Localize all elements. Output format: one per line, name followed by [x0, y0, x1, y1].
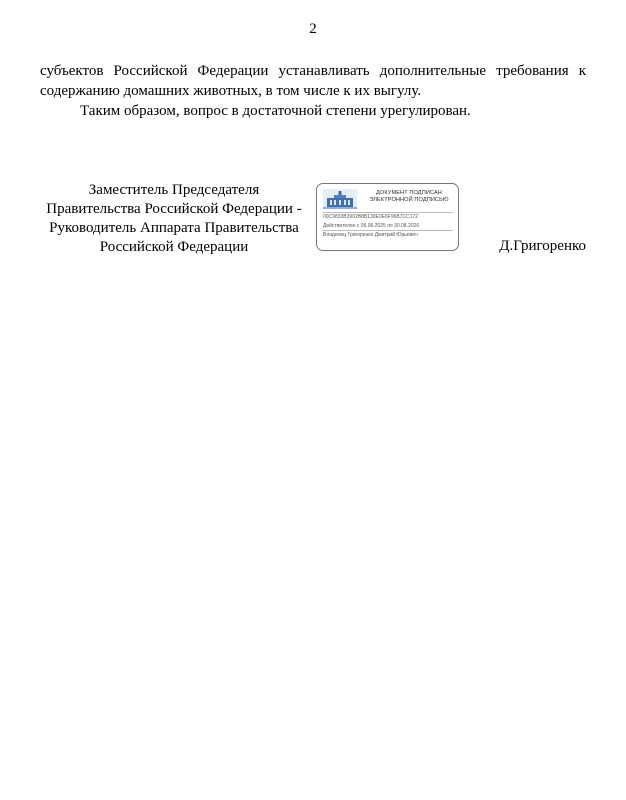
stamp-divider: [323, 212, 453, 213]
signer-position: [35, 181, 313, 257]
stamp-title: [363, 190, 455, 204]
stamp-owner: Владелец Григоренко Дмитрий Юрьевич: [323, 232, 418, 238]
body-text: [40, 61, 586, 121]
stamp-title-line: ДОКУМЕНТ ПОДПИСАН: [376, 190, 442, 196]
signer-position-line: Правительства Российской Федерации -: [46, 201, 302, 217]
stamp-divider: [323, 230, 453, 231]
signer-position-line: Заместитель Председателя: [88, 182, 260, 198]
stamp-title-line: ЭЛЕКТРОННОЙ ПОДПИСЬЮ: [369, 197, 449, 203]
signer-position-line: Российской Федерации: [99, 239, 249, 255]
signer-name: Д.Григоренко: [499, 238, 586, 254]
paragraph-conclusion: Таким образом, вопрос в достаточной степени урегулирован.: [80, 103, 471, 119]
electronic-signature-stamp: [316, 183, 459, 251]
paragraph-continuation: субъектов Российской Федерации устанавливать дополнительные требования к содержанию домашних животных, в том числе к их выгулу.: [40, 63, 586, 99]
government-building-icon: [323, 189, 357, 209]
page-number: 2: [309, 21, 317, 37]
stamp-validity-period: Действителен с 06.06.2025 по 30.08.2026: [323, 223, 420, 229]
stamp-certificate-number: 00C9833B3902B8B130E0E6F96B7CC172: [323, 214, 419, 220]
signer-position-line: Руководитель Аппарата Правительства: [49, 220, 299, 236]
